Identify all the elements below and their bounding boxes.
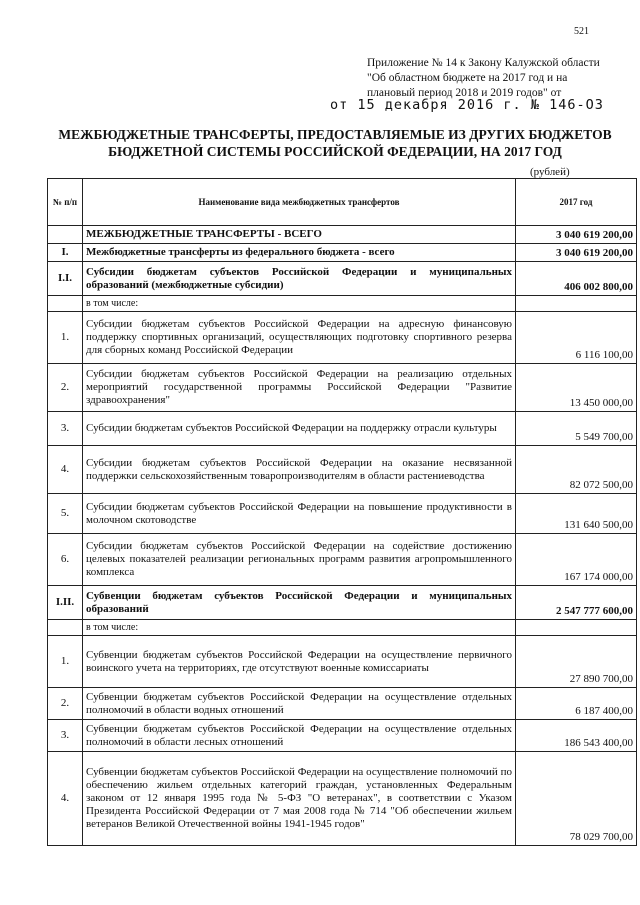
row-value: 2 547 777 600,00	[516, 586, 637, 620]
table-row	[48, 312, 637, 364]
table-row	[48, 688, 637, 720]
table-row	[48, 262, 637, 296]
row-number: 1.	[48, 636, 83, 688]
row-value: 6 116 100,00	[516, 312, 637, 364]
appendix-line: Приложение № 14 к Закону Калужской области	[367, 57, 600, 69]
row-name: Субсидии бюджетам субъектов Российской Федерации на поддержку отрасли культуры	[83, 412, 516, 446]
appendix-block	[367, 56, 629, 101]
table-header-row	[48, 179, 637, 226]
row-number: I.	[48, 244, 83, 262]
table-row	[48, 446, 637, 494]
row-number: 4.	[48, 446, 83, 494]
row-value: 3 040 619 200,00	[516, 244, 637, 262]
table-row	[48, 752, 637, 846]
row-name: в том числе:	[83, 620, 516, 636]
row-value: 78 029 700,00	[516, 752, 637, 846]
appendix-line: плановый период 2018 и 2019 годов" от	[367, 87, 562, 99]
appendix-line: "Об областном бюджете на 2017 год и на	[367, 72, 568, 84]
row-name: Субвенции бюджетам субъектов Российской Федерации на осуществление первичного воинского учета на территориях, где отсутствуют военные комиссариаты	[83, 636, 516, 688]
row-name: Субсидии бюджетам субъектов Российской Федерации и муниципальных образований (межбюджетные субсидии)	[83, 262, 516, 296]
row-number: 4.	[48, 752, 83, 846]
transfers-table	[47, 178, 637, 846]
row-name: Субвенции бюджетам субъектов Российской Федерации на осуществление полномочий по обеспечению жильем отдельных категорий граждан, установленных Федеральным законом от 12 января 1995 года № 5-ФЗ "О ветеранах", в соответствии с Указом Президента Российской Федерации от 7 мая 2008 года № 714 "Об обеспечении жильем ветеранов Великой Отечественной войны 1941-1945 годов"	[83, 752, 516, 846]
row-name: Субсидии бюджетам субъектов Российской Федерации на реализацию отдельных мероприятий государственной программы Российской Федерации "Развитие здравоохранения"	[83, 364, 516, 412]
row-value: 3 040 619 200,00	[516, 226, 637, 244]
row-number: 3.	[48, 720, 83, 752]
row-number	[48, 620, 83, 636]
title-line: МЕЖБЮДЖЕТНЫЕ ТРАНСФЕРТЫ, ПРЕДОСТАВЛЯЕМЫЕ ИЗ ДРУГИХ БЮДЖЕТОВ	[58, 127, 612, 142]
row-name: Субсидии бюджетам субъектов Российской Федерации на повышение продуктивности в молочном скотоводстве	[83, 494, 516, 534]
row-number: 2.	[48, 364, 83, 412]
units-label: (рублей)	[530, 166, 570, 178]
row-name: в том числе:	[83, 296, 516, 312]
row-name: Субвенции бюджетам субъектов Российской Федерации на осуществление отдельных полномочий в области лесных отношений	[83, 720, 516, 752]
row-name: Субсидии бюджетам субъектов Российской Федерации на адресную финансовую поддержку спортивных организаций, осуществляющих подготовку спортивного резерва для сборных команд Российской Федерации	[83, 312, 516, 364]
table-row	[48, 720, 637, 752]
row-number: 6.	[48, 534, 83, 586]
header-number: № п/п	[48, 179, 83, 226]
header-name: Наименование вида межбюджетных трансфертов	[83, 179, 516, 226]
row-name: Субвенции бюджетам субъектов Российской Федерации и муниципальных образований	[83, 586, 516, 620]
table-row	[48, 636, 637, 688]
row-value: 27 890 700,00	[516, 636, 637, 688]
page-number: 521	[574, 26, 589, 37]
row-value: 406 002 800,00	[516, 262, 637, 296]
table-row	[48, 620, 637, 636]
row-number	[48, 226, 83, 244]
row-name: Межбюджетные трансферты из федерального бюджета - всего	[83, 244, 516, 262]
table-row	[48, 586, 637, 620]
table-row	[48, 494, 637, 534]
row-number: I.II.	[48, 586, 83, 620]
row-value: 167 174 000,00	[516, 534, 637, 586]
header-year: 2017 год	[516, 179, 637, 226]
table-row	[48, 412, 637, 446]
row-value: 82 072 500,00	[516, 446, 637, 494]
row-number: 3.	[48, 412, 83, 446]
row-value: 6 187 400,00	[516, 688, 637, 720]
decree-date-number: от 15 декабря 2016 г. № 146-ОЗ	[330, 97, 604, 113]
page-title	[40, 126, 630, 160]
row-name: Субвенции бюджетам субъектов Российской Федерации на осуществление отдельных полномочий в области водных отношений	[83, 688, 516, 720]
row-number: 5.	[48, 494, 83, 534]
row-value: 186 543 400,00	[516, 720, 637, 752]
row-name: МЕЖБЮДЖЕТНЫЕ ТРАНСФЕРТЫ - ВСЕГО	[83, 226, 516, 244]
table-row	[48, 226, 637, 244]
row-value: 13 450 000,00	[516, 364, 637, 412]
title-line: БЮДЖЕТНОЙ СИСТЕМЫ РОССИЙСКОЙ ФЕДЕРАЦИИ, НА 2017 ГОД	[108, 144, 562, 159]
row-value	[516, 296, 637, 312]
row-name: Субсидии бюджетам субъектов Российской Федерации на содействие достижению целевых показателей реализации региональных программ развития агропромышленного комплекса	[83, 534, 516, 586]
row-value: 5 549 700,00	[516, 412, 637, 446]
table-body	[48, 226, 637, 846]
table-row	[48, 244, 637, 262]
table-row	[48, 364, 637, 412]
row-value: 131 640 500,00	[516, 494, 637, 534]
table-row	[48, 296, 637, 312]
row-value	[516, 620, 637, 636]
row-number	[48, 296, 83, 312]
row-number: I.I.	[48, 262, 83, 296]
row-name: Субсидии бюджетам субъектов Российской Федерации на оказание несвязанной поддержки сельскохозяйственным товаропроизводителям в области растениеводства	[83, 446, 516, 494]
table-row	[48, 534, 637, 586]
row-number: 1.	[48, 312, 83, 364]
row-number: 2.	[48, 688, 83, 720]
